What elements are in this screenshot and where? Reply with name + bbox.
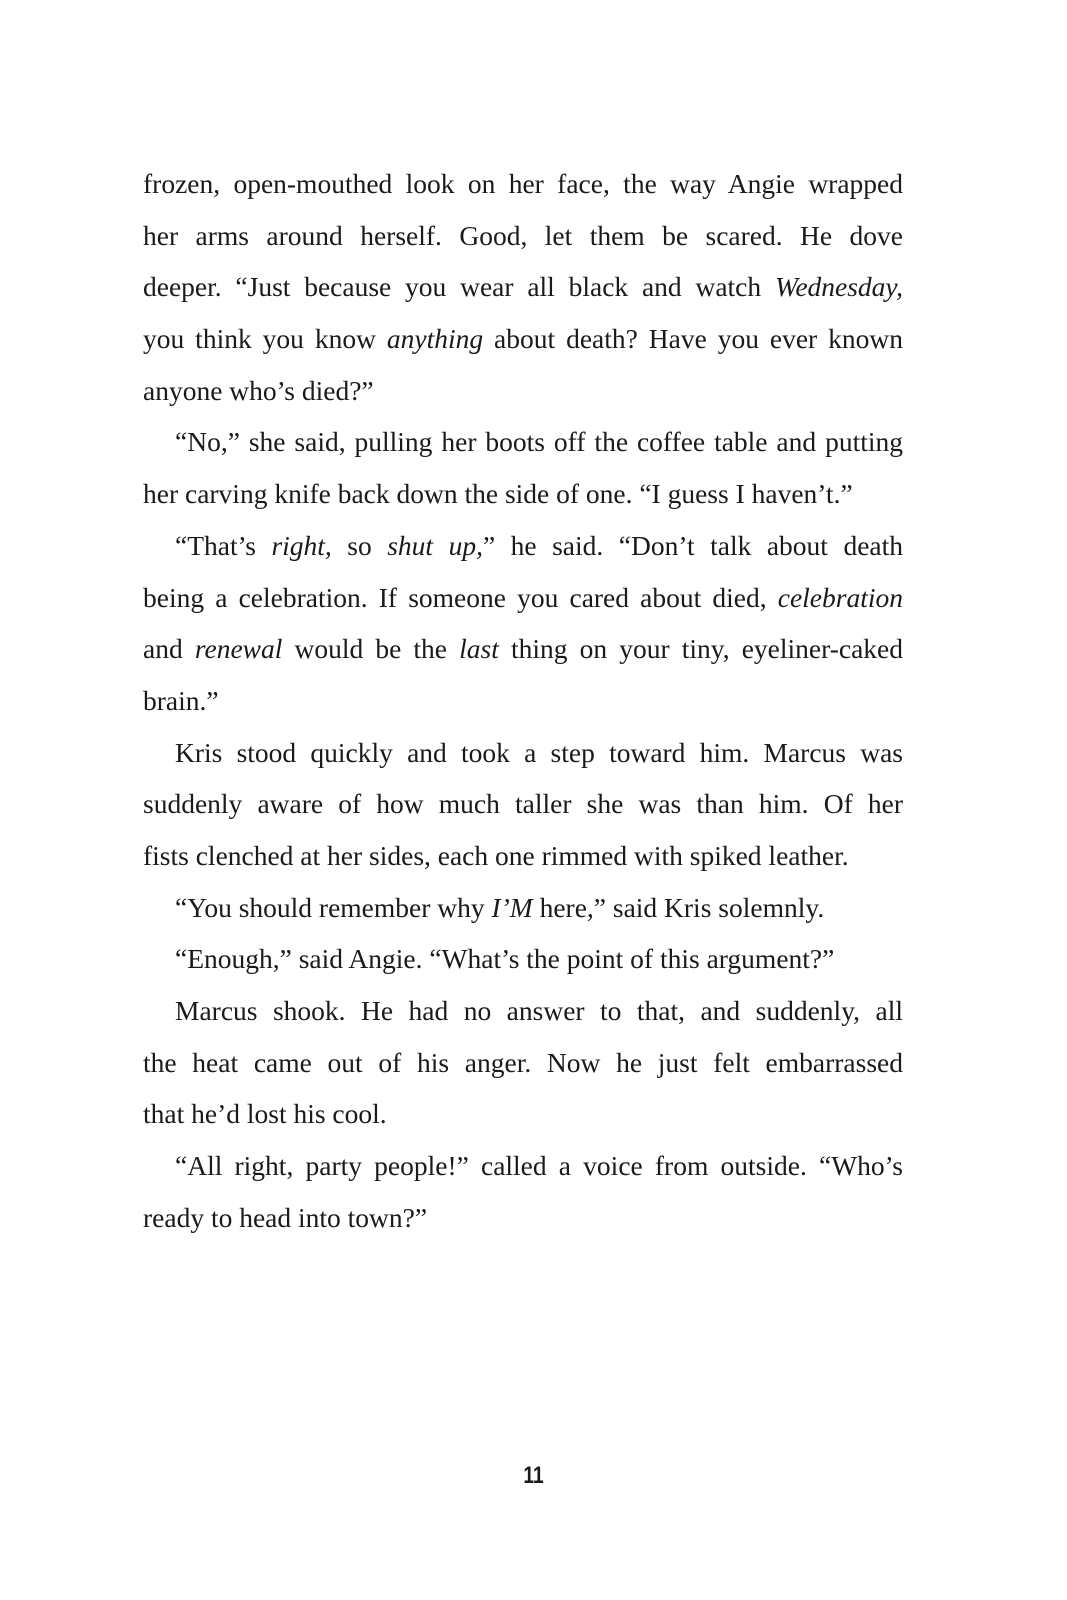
text-line [143, 985, 903, 1037]
text-segment: “You should remember why [175, 891, 492, 923]
text-line [143, 675, 903, 727]
text-segment: thing on your tiny, eyeliner-caked [498, 633, 903, 665]
body-text [143, 158, 903, 1243]
text-segment: ” he said. “Don’t talk about death [482, 529, 903, 561]
text-segment: “All right, party people!” called a voice from outside. “Who’s [175, 1150, 903, 1182]
text-segment: “No,” she said, pulling her boots off the coffee table and putting [175, 426, 903, 458]
text-segment: “That’s [175, 529, 272, 561]
text-segment: about death? Have you ever known [483, 323, 903, 355]
text-segment: the heat came out of his anger. Now he just felt embarrassed [143, 1046, 903, 1078]
text-segment: Marcus shook. He had no answer to that, and suddenly, all [175, 995, 903, 1026]
text-segment: anyone who’s died?” [143, 374, 374, 406]
text-line [143, 520, 903, 572]
text-segment: that he’d lost his cool. [143, 1098, 387, 1130]
italic-text-segment: I’M [491, 891, 533, 923]
text-line [143, 1192, 903, 1244]
text-segment: “Enough,” said Angie. “What’s the point of this argument?” [175, 943, 835, 975]
text-line [143, 1037, 903, 1089]
text-line [143, 313, 903, 365]
italic-text-segment: last [459, 633, 499, 665]
text-line [143, 1088, 903, 1140]
text-segment: you think you know [143, 323, 387, 355]
text-line [143, 778, 903, 830]
italic-text-segment: Wednesday, [774, 271, 903, 303]
text-segment: ready to head into town?” [143, 1201, 428, 1233]
text-line [143, 1140, 903, 1192]
text-segment: Kris stood quickly and took a step toward him. Marcus was [175, 736, 903, 768]
text-segment: her carving knife back down the side of one. “I guess I haven’t.” [143, 478, 853, 510]
text-line [143, 572, 903, 624]
page-number: 11 [523, 1462, 544, 1489]
text-segment: her arms around herself. Good, let them be scared. He dove [143, 219, 903, 251]
text-segment: and [143, 633, 195, 665]
text-segment: frozen, open-mouthed look on her face, the way Angie wrapped [143, 168, 903, 199]
italic-text-segment: anything [386, 323, 484, 355]
text-segment: brain.” [143, 684, 219, 716]
italic-text-segment: celebration [777, 581, 903, 613]
text-segment: so [331, 529, 388, 561]
italic-text-segment: renewal [194, 633, 283, 665]
text-segment: fists clenched at her sides, each one rimmed with spiked leather. [143, 839, 849, 871]
text-segment: would be the [282, 633, 460, 665]
text-line [143, 830, 903, 882]
italic-text-segment: right, [271, 529, 332, 561]
text-segment: suddenly aware of how much taller she was than him. Of her [143, 788, 903, 820]
text-line [143, 623, 903, 675]
text-line [143, 933, 903, 985]
text-line [143, 882, 903, 934]
text-line [143, 210, 903, 262]
text-line [143, 261, 903, 313]
italic-text-segment: shut up, [387, 529, 483, 561]
text-segment: being a celebration. If someone you cared about died, [143, 581, 778, 613]
text-line [143, 727, 903, 779]
text-segment: here,” said Kris solemnly. [532, 891, 825, 923]
text-line [143, 158, 903, 210]
text-line [143, 416, 903, 468]
text-line [143, 468, 903, 520]
text-segment: deeper. “Just because you wear all black and watch [143, 271, 775, 303]
text-line [143, 365, 903, 417]
